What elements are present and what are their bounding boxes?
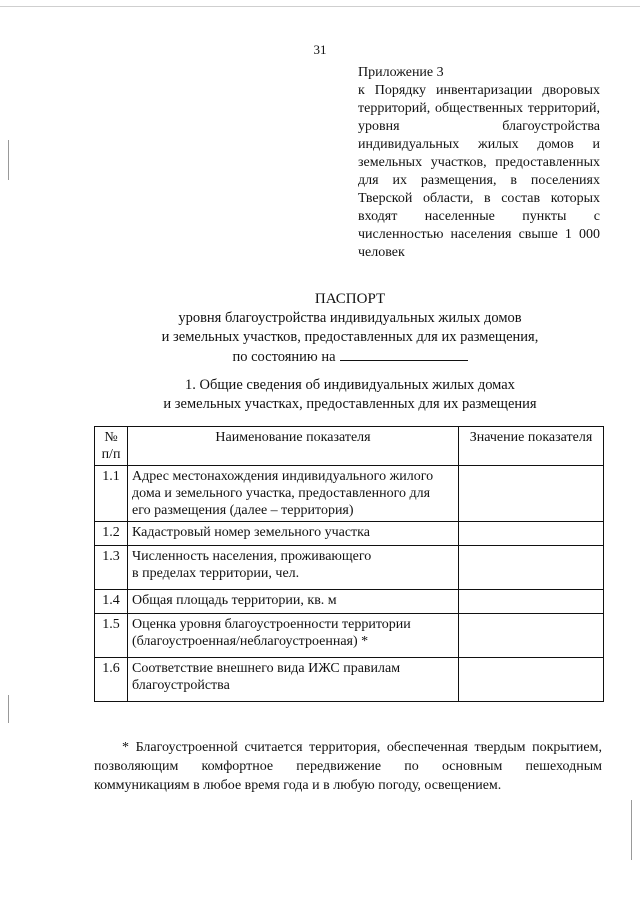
row-indicator-name <box>128 614 459 658</box>
title-line-3 <box>0 347 640 367</box>
parameters-table <box>94 426 604 702</box>
row-value-cell[interactable] <box>459 614 604 658</box>
footnote: * Благоустроенной считается территория, обеспеченная твердым покрытием, позволяющим комфортное передвижение по основным пешеходным коммуникациям в любое время года и в любую погоду, освещением. <box>94 740 602 793</box>
table-row <box>95 590 604 614</box>
section-heading <box>0 376 640 414</box>
row-indicator-name <box>128 590 459 614</box>
row-value-cell[interactable] <box>459 466 604 522</box>
row-indicator-name <box>128 546 459 590</box>
appendix-title: Приложение 3 <box>358 65 444 80</box>
indicator-name-line: Адрес местонахождения индивидуального жилого <box>132 469 434 484</box>
indicator-name-line: Общая площадь территории, кв. м <box>132 593 337 608</box>
document-title <box>0 290 640 367</box>
indicator-name-line: Соответствие внешнего вида ИЖС правилам <box>132 661 401 676</box>
row-value-cell[interactable] <box>459 546 604 590</box>
row-indicator-name <box>128 658 459 702</box>
row-indicator-name <box>128 522 459 546</box>
indicator-name-line: (благоустроенная/неблагоустроенная) * <box>132 634 369 649</box>
header-value: Значение показателя <box>459 427 604 466</box>
date-blank-field <box>340 347 468 361</box>
section-line-1: 1. Общие сведения об индивидуальных жилых домах <box>185 377 515 393</box>
scan-margin-mark <box>8 695 9 723</box>
row-value-cell[interactable] <box>459 522 604 546</box>
appendix-text: к Порядку инвентаризации дворовых территорий, общественных территорий, уровня благоустройства индивидуальных жилых домов и земельных участков, предоставленных для их размещения, в поселениях Тверской области, в состав которых входят населенные пункты с численностью населения свыше 1 000 человек <box>358 83 600 260</box>
header-number-abbr: п/п <box>101 447 121 462</box>
table-body <box>95 466 604 702</box>
row-value-cell[interactable] <box>459 658 604 702</box>
indicator-name-line: в пределах территории, чел. <box>132 566 300 581</box>
indicator-name-line: благоустройства <box>132 678 230 693</box>
title-date-label: по состоянию на <box>232 349 336 365</box>
section-line-2: и земельных участках, предоставленных для их размещения <box>163 396 537 412</box>
row-number: 1.2 <box>95 522 128 546</box>
table-row <box>95 658 604 702</box>
appendix-block <box>358 64 600 262</box>
scan-margin-mark <box>631 800 632 860</box>
title-line-1: уровня благоустройства индивидуальных жилых домов <box>178 310 522 326</box>
indicator-name-line: Численность населения, проживающего <box>132 549 372 564</box>
row-number: 1.5 <box>95 614 128 658</box>
row-number: 1.4 <box>95 590 128 614</box>
table-header-row <box>95 427 604 466</box>
table-row <box>95 546 604 590</box>
row-value-cell[interactable] <box>459 590 604 614</box>
row-number: 1.3 <box>95 546 128 590</box>
row-number: 1.1 <box>95 466 128 522</box>
page-number: 31 <box>313 42 327 57</box>
indicator-name-line: Оценка уровня благоустроенности территории <box>132 617 411 632</box>
header-number-sign: № <box>104 430 118 445</box>
indicator-name-line: Кадастровый номер земельного участка <box>132 525 370 540</box>
row-indicator-name <box>128 466 459 522</box>
scan-margin-mark <box>8 140 9 180</box>
header-name: Наименование показателя <box>128 427 459 466</box>
title-line-2: и земельных участков, предоставленных для их размещения, <box>161 329 539 345</box>
indicator-name-line: его размещения (далее – территория) <box>132 503 354 518</box>
scan-edge-line <box>0 6 640 7</box>
table-row <box>95 522 604 546</box>
row-number: 1.6 <box>95 658 128 702</box>
table-row <box>95 466 604 522</box>
table-row <box>95 614 604 658</box>
indicator-name-line: дома и земельного участка, предоставленного для <box>132 486 431 501</box>
title-main: ПАСПОРТ <box>314 291 386 307</box>
header-number <box>95 427 128 466</box>
